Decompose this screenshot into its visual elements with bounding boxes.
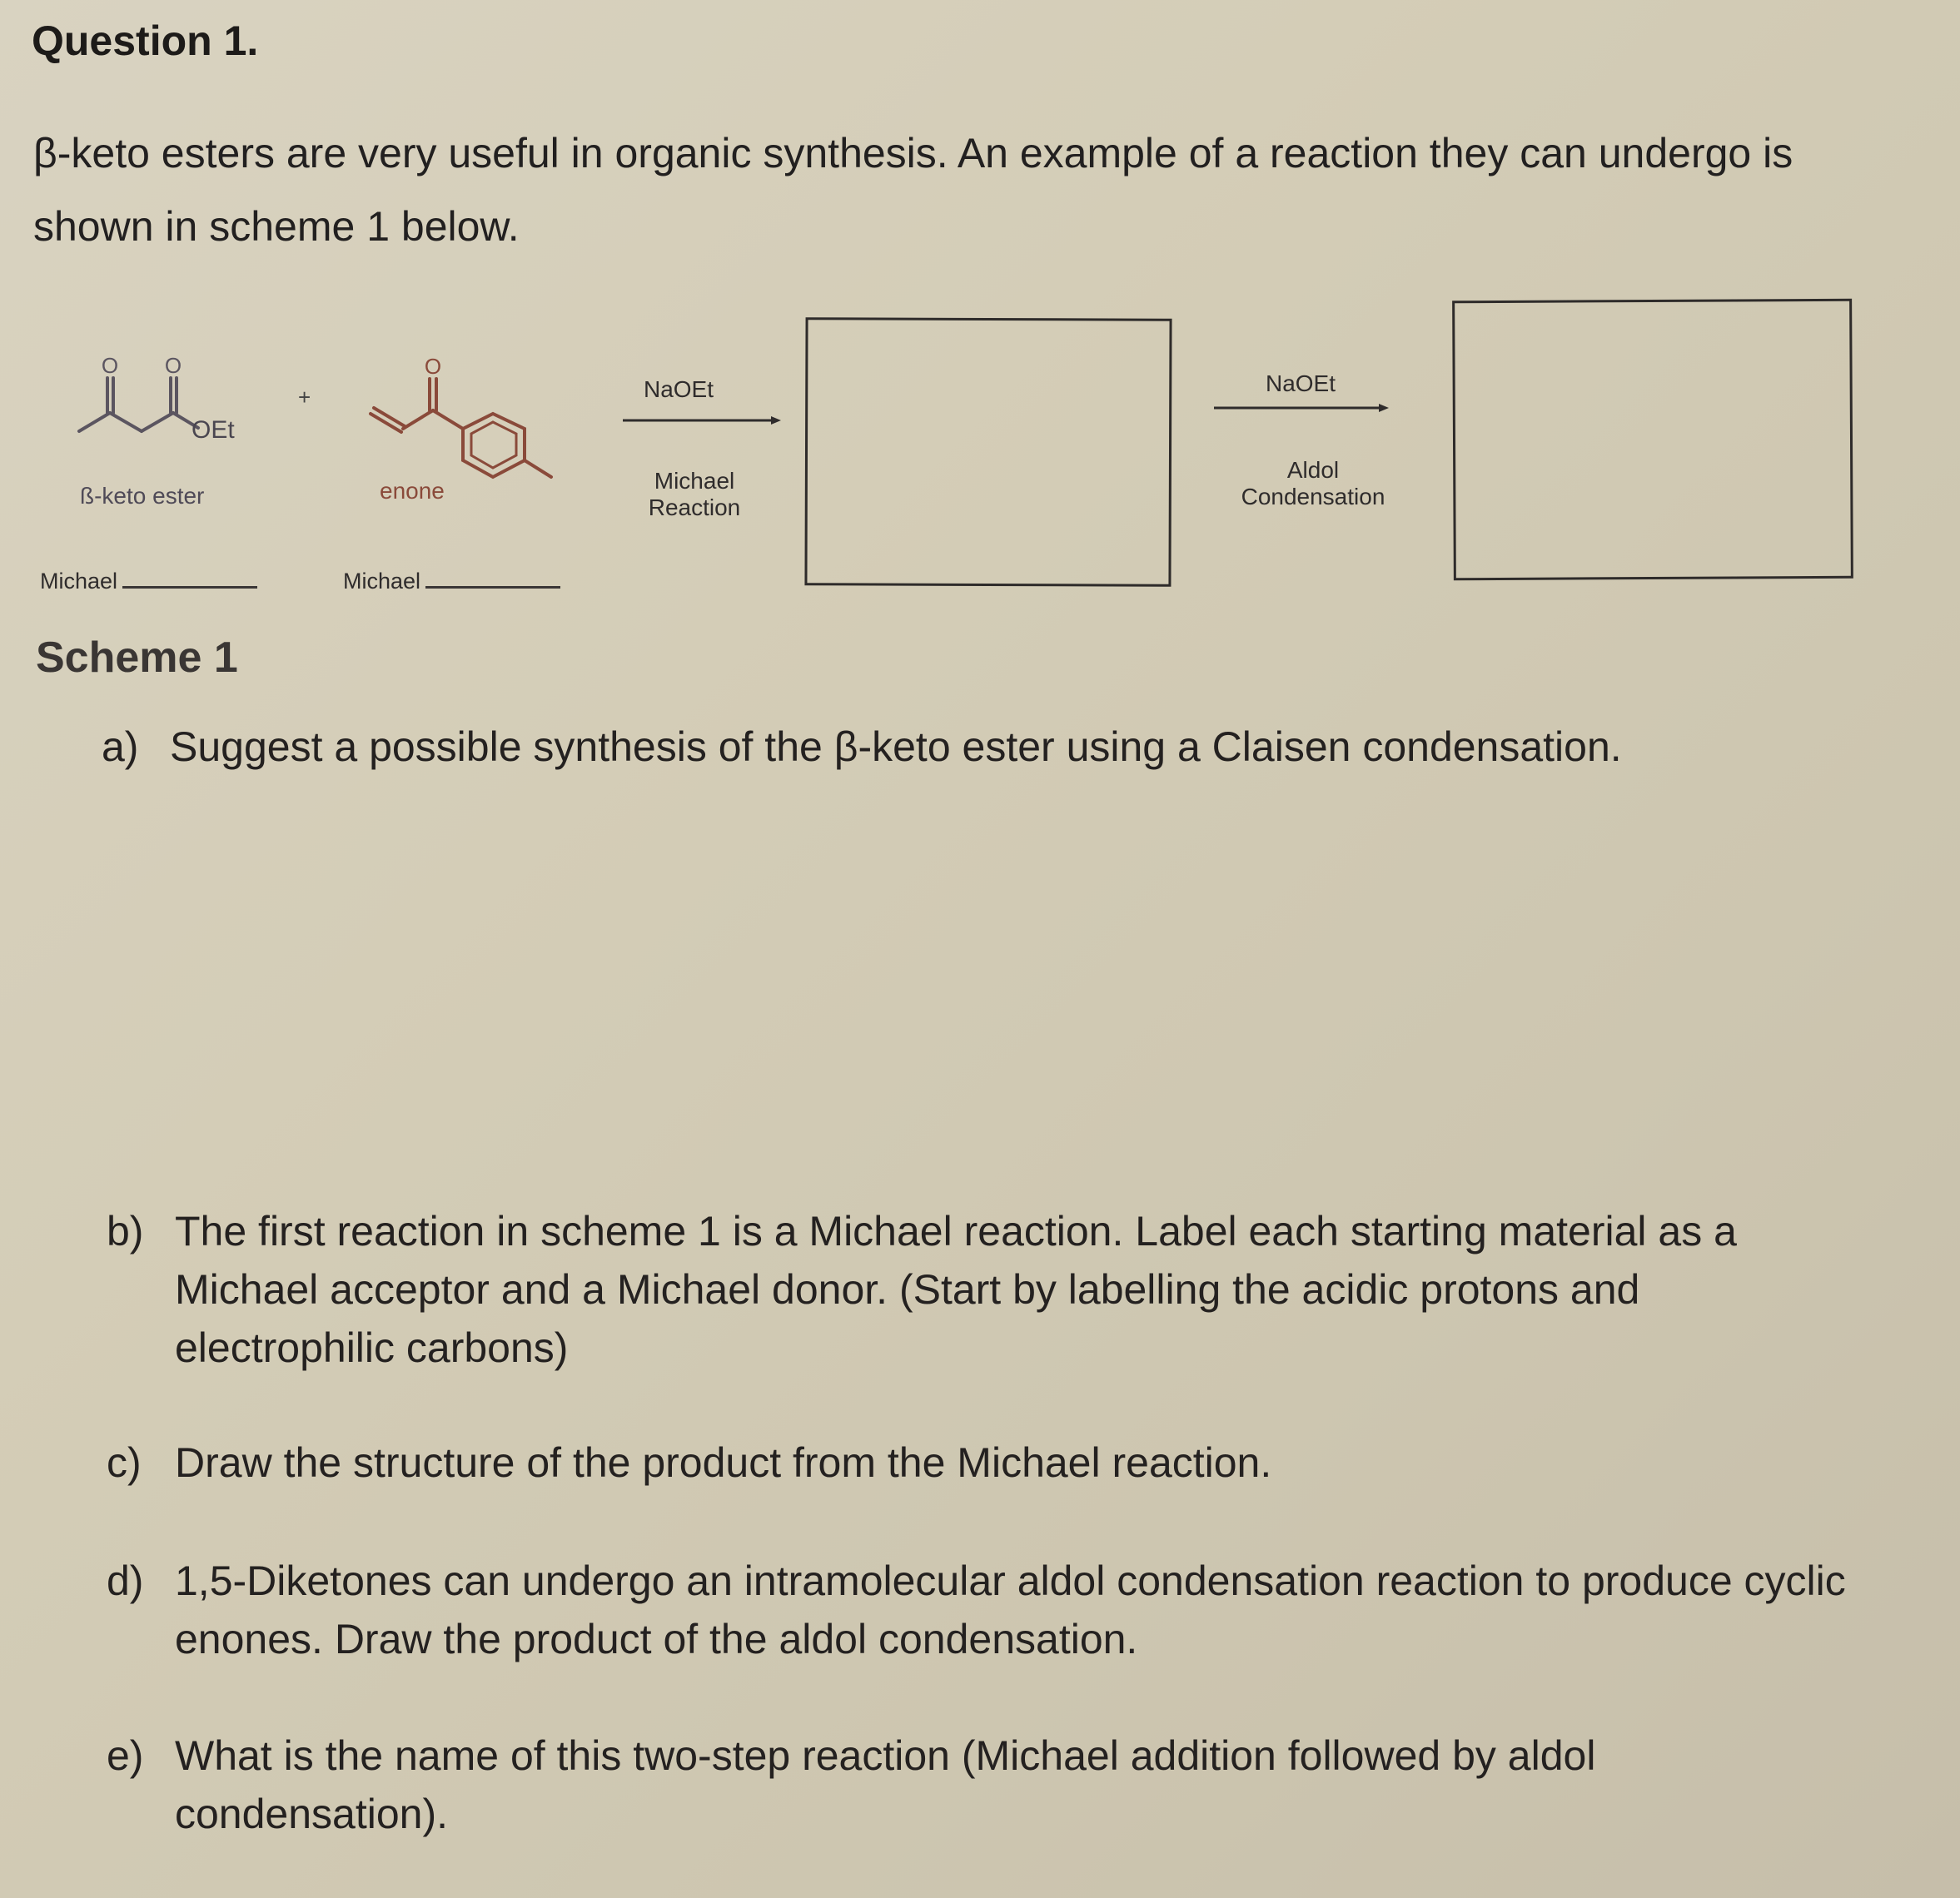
ketoester-oxygen-1: O <box>101 353 119 378</box>
question-d <box>107 1552 1940 1668</box>
question-c-letter: c) <box>107 1439 142 1486</box>
beta-keto-ester-structure <box>75 353 258 450</box>
question-c <box>107 1433 1890 1492</box>
question-intro: β-keto esters are very useful in organic synthesis. An example of a reaction they can undergo is shown in scheme 1 below. <box>33 130 1793 250</box>
question-a-text: Suggest a possible synthesis of the β-keto ester using a Claisen condensation. <box>170 723 1622 770</box>
aldol-product-box[interactable] <box>1452 299 1853 581</box>
question-e <box>107 1727 1757 1843</box>
enone-structure <box>366 354 558 487</box>
ketoester-oxygen-2: O <box>164 353 182 378</box>
ketoester-bond-1 <box>79 413 110 431</box>
ketoester-oet-group: OEt <box>192 416 235 444</box>
enone-bond-1 <box>403 410 433 429</box>
step2-condition-line2: Condensation <box>1241 484 1385 509</box>
enone-methyl <box>525 460 551 477</box>
enone-answer-blank[interactable] <box>425 568 560 589</box>
step2-reagent: NaOEt <box>1265 370 1336 396</box>
scheme-title: Scheme 1 <box>36 633 238 682</box>
enone-label: enone <box>380 478 445 504</box>
question-a-letter: a) <box>102 723 139 770</box>
ketoester-michael-blank <box>40 568 257 594</box>
step1-condition-line2: Reaction <box>648 494 741 520</box>
step1-condition <box>619 468 769 521</box>
enone-michael-blank <box>343 568 560 594</box>
question-c-text: Draw the structure of the product from the Michael reaction. <box>175 1439 1272 1486</box>
question-e-text: What is the name of this two-step reaction (Michael addition followed by aldol condensation). <box>175 1732 1596 1837</box>
step1-condition-line1: Michael <box>654 468 735 494</box>
enone-michael-text: Michael <box>343 569 421 594</box>
ketoester-michael-text: Michael <box>40 569 118 594</box>
step1-arrow <box>623 412 783 429</box>
ketoester-bond-3 <box>142 413 173 431</box>
enone-oxygen: O <box>424 354 442 379</box>
question-b <box>107 1202 1807 1377</box>
question-title: Question 1. <box>32 17 259 64</box>
plus-sign: + <box>298 385 311 410</box>
question-a <box>102 718 1885 776</box>
question-d-text: 1,5-Diketones can undergo an intramolecular aldol condensation reaction to produce cyclic enones. Draw the product of the aldol condensation. <box>175 1558 1846 1662</box>
ketoester-label: ß-keto ester <box>80 483 205 509</box>
question-d-letter: d) <box>107 1558 144 1604</box>
ketoester-bond-2 <box>110 413 142 431</box>
enone-benzene-inner <box>471 422 516 468</box>
step1-reagent: NaOEt <box>643 376 714 402</box>
question-b-letter: b) <box>107 1208 144 1255</box>
question-e-letter: e) <box>107 1732 144 1779</box>
ketoester-answer-blank[interactable] <box>122 568 257 589</box>
michael-product-box[interactable] <box>804 317 1172 587</box>
step2-condition <box>1224 457 1402 510</box>
step2-condition-line1: Aldol <box>1286 457 1340 483</box>
question-b-text: The first reaction in scheme 1 is a Michael reaction. Label each starting material as a Michael acceptor and a Michael donor. (Start by labelling the acidic protons and electrophilic carbons) <box>175 1208 1737 1371</box>
step2-arrow <box>1214 400 1390 416</box>
enone-bond-2 <box>433 410 463 429</box>
